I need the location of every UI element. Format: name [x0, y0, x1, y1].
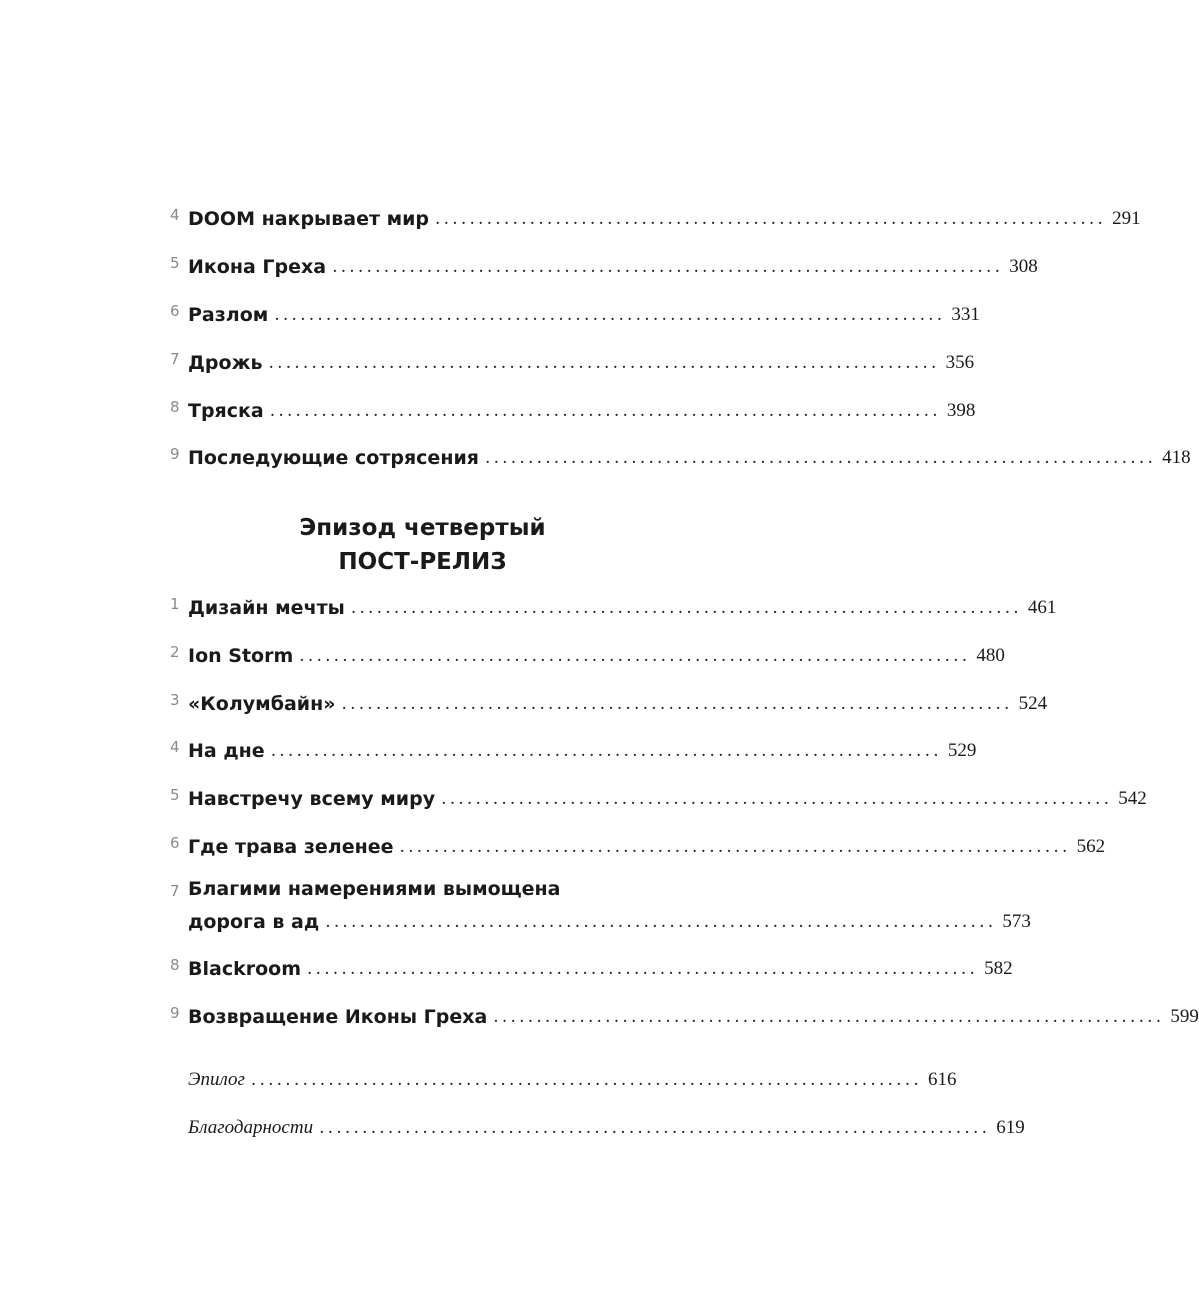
toc-entry[interactable]: [170, 877, 1031, 937]
page-number: 529: [947, 740, 977, 761]
chapter-number: 4: [170, 738, 180, 756]
chapter-number: 5: [170, 786, 180, 804]
page-number: 582: [984, 958, 1013, 979]
toc-entry[interactable]: [170, 249, 1038, 279]
dot-leader: ..............................................................................: [307, 959, 979, 979]
chapter-title-line2: дорога в ад: [188, 911, 320, 933]
toc-entry[interactable]: [170, 393, 976, 423]
chapter-title: Где трава зеленее: [188, 836, 394, 858]
toc-entry[interactable]: [170, 686, 1048, 716]
dot-leader: ..............................................................................: [484, 448, 1157, 468]
dot-leader: ..............................................................................: [332, 257, 1004, 277]
chapter-title: Blackroom: [188, 958, 301, 980]
toc-entry[interactable]: [170, 781, 1147, 811]
chapter-title: Икона Греха: [188, 256, 327, 278]
page-number: 356: [945, 352, 975, 373]
chapter-number: 6: [170, 302, 180, 320]
chapter-title: На дне: [188, 740, 265, 762]
chapter-title: «Колумбайн»: [188, 693, 336, 715]
dot-leader: ..............................................................................: [350, 598, 1022, 618]
toc-entry[interactable]: [170, 345, 975, 375]
dot-leader: ..............................................................................: [493, 1007, 1165, 1027]
chapter-title: Дизайн мечты: [188, 597, 345, 619]
toc-entry[interactable]: [170, 297, 980, 327]
chapter-number: 1: [170, 595, 180, 613]
chapter-title: Дрожь: [188, 352, 263, 374]
chapter-title: Тряска: [188, 400, 264, 422]
chapter-title-line1: Благими намерениями вымощена: [188, 878, 561, 900]
chapter-number: 7: [170, 350, 180, 368]
toc-entry[interactable]: [170, 638, 1005, 668]
section-title: Эпилог: [188, 1069, 245, 1090]
page-number: 398: [946, 400, 976, 421]
dot-leader: ..............................................................................: [299, 646, 971, 666]
dot-leader: ..............................................................................: [270, 741, 942, 761]
dot-leader: ..............................................................................: [435, 209, 1107, 229]
page-number: 562: [1076, 836, 1106, 857]
page-number: 616: [927, 1069, 957, 1090]
dot-leader: ..............................................................................: [341, 694, 1013, 714]
chapter-number: 3: [170, 691, 180, 709]
toc-entry[interactable]: [170, 590, 1057, 620]
chapter-number: 6: [170, 834, 180, 852]
toc-entry[interactable]: [170, 733, 977, 763]
section-title: Благодарности: [188, 1117, 314, 1138]
toc-entry-epilogue[interactable]: [170, 1062, 957, 1092]
page-number: 524: [1018, 693, 1048, 714]
toc-entry[interactable]: [170, 999, 1199, 1029]
dot-leader: ..............................................................................: [399, 837, 1071, 857]
page-number: 619: [996, 1117, 1025, 1138]
toc-entry[interactable]: [170, 440, 1191, 470]
page-number: 308: [1009, 256, 1038, 277]
chapter-number: 5: [170, 254, 180, 272]
page-number: 573: [1002, 911, 1031, 932]
toc-entry[interactable]: [170, 951, 1013, 981]
toc-entry-acknowledgements[interactable]: [170, 1110, 1025, 1140]
dot-leader: ..............................................................................: [325, 912, 997, 932]
episode-title: Эпизод четвертый: [299, 515, 546, 541]
page-number: 542: [1118, 788, 1147, 809]
dot-leader: ..............................................................................: [250, 1070, 922, 1090]
chapter-number: 9: [170, 1004, 180, 1022]
page-number: 480: [976, 645, 1005, 666]
dot-leader: ..............................................................................: [274, 305, 946, 325]
chapter-title: Ion Storm: [188, 645, 294, 667]
chapter-number: 9: [170, 445, 180, 463]
chapter-title: Разлом: [188, 304, 269, 326]
dot-leader: ..............................................................................: [441, 789, 1113, 809]
chapter-title: DOOM накрывает мир: [188, 208, 430, 230]
toc-entry[interactable]: [170, 201, 1141, 231]
chapter-title: Навстречу всему миру: [188, 788, 436, 810]
chapter-title: Возвращение Иконы Греха: [188, 1006, 488, 1028]
chapter-title: Последующие сотрясения: [188, 447, 479, 469]
chapter-number: 8: [170, 956, 180, 974]
toc-entry[interactable]: [170, 829, 1106, 859]
dot-leader: ..............................................................................: [319, 1118, 991, 1138]
page-number: 599: [1170, 1006, 1199, 1027]
chapter-number: 2: [170, 643, 180, 661]
chapter-number: 7: [170, 882, 180, 900]
dot-leader: ..............................................................................: [268, 353, 940, 373]
episode-subtitle: ПОСТ-РЕЛИЗ: [338, 549, 507, 575]
chapter-number: 4: [170, 206, 180, 224]
page-number: 418: [1162, 447, 1191, 468]
page-number: 461: [1027, 597, 1057, 618]
dot-leader: ..............................................................................: [269, 401, 941, 421]
chapter-number: 8: [170, 398, 180, 416]
page-number: 291: [1112, 208, 1141, 229]
page-number: 331: [951, 304, 980, 325]
